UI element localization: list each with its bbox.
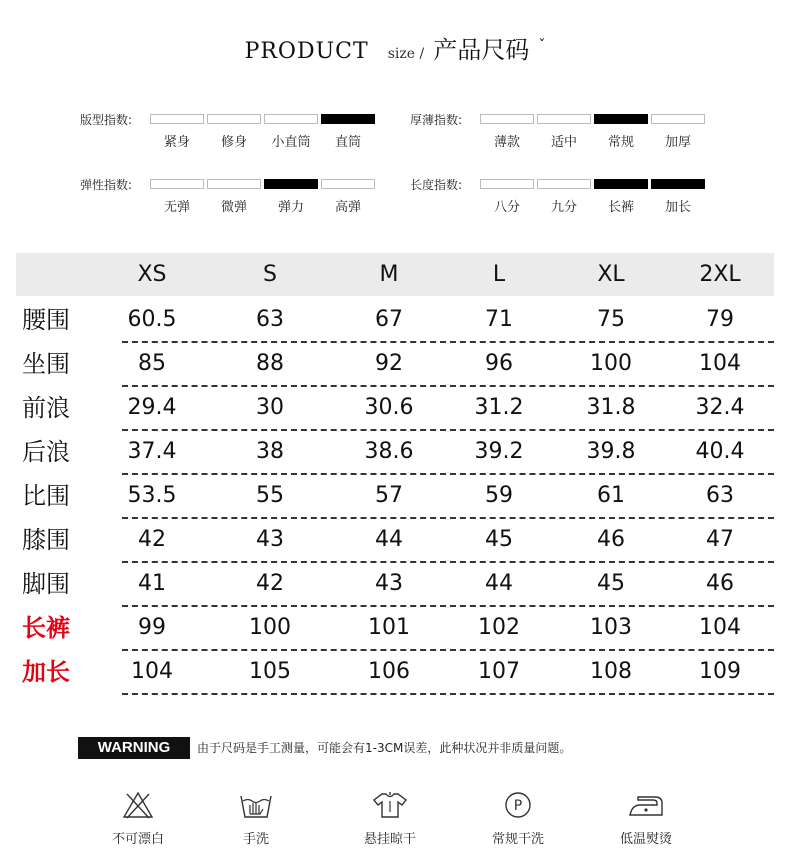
table-cell: 40.4 (695, 439, 745, 464)
header-size-label: size / (387, 46, 425, 62)
table-cell: 43 (375, 571, 403, 596)
index-segment (321, 179, 375, 189)
care-hang-dry (340, 790, 440, 847)
care-hand-wash (206, 790, 306, 847)
table-cell: 102 (478, 615, 520, 640)
table-cell: 71 (485, 307, 513, 332)
table-row (0, 650, 790, 694)
size-table-header (16, 253, 774, 296)
index-option: 微弹 (220, 200, 247, 215)
table-cell: 29.4 (127, 395, 177, 420)
product-size-header (0, 30, 790, 65)
table-cell: 39.8 (586, 439, 636, 464)
index-segment (150, 179, 204, 189)
no-bleach-icon (121, 790, 155, 820)
index-option: 加厚 (664, 135, 691, 150)
row-label: 腰围 (22, 306, 70, 334)
table-cell: 59 (485, 483, 513, 508)
index-label: 弹性指数: (80, 178, 133, 192)
care-label: 低温熨烫 (619, 832, 672, 847)
index-segment (651, 114, 705, 124)
index-option: 八分 (493, 200, 520, 215)
svg-text:P: P (513, 798, 523, 814)
table-cell: 55 (256, 483, 284, 508)
index-option: 弹力 (277, 200, 304, 215)
size-column-header: XS (137, 262, 167, 287)
table-cell: 85 (138, 351, 166, 376)
table-cell: 100 (249, 615, 291, 640)
header-chinese-title: 产品尺码 (433, 36, 530, 64)
warning-text: 由于尺码是手工测量，可能会有1-3CM误差，此种状况并非质量问题。 (197, 741, 572, 755)
index-label: 厚薄指数: (410, 113, 463, 127)
care-dry-clean (468, 790, 568, 847)
index-option: 小直筒 (271, 135, 311, 150)
table-cell: 31.8 (586, 395, 636, 420)
index-segment (651, 179, 705, 189)
index-option: 薄款 (493, 135, 520, 150)
size-column-header: L (492, 262, 506, 287)
size-column-header: M (379, 262, 399, 287)
index-segment (480, 114, 534, 124)
table-cell: 57 (375, 483, 403, 508)
index-segment (264, 179, 318, 189)
table-cell: 108 (590, 659, 632, 684)
table-cell: 104 (699, 615, 741, 640)
table-row (0, 430, 790, 474)
table-row (0, 298, 790, 342)
table-cell: 106 (368, 659, 410, 684)
table-cell: 38.6 (364, 439, 414, 464)
table-cell: 30.6 (364, 395, 414, 420)
table-row (0, 606, 790, 650)
table-cell: 109 (699, 659, 741, 684)
fit-index (80, 111, 380, 151)
row-label: 脚围 (22, 570, 70, 598)
table-cell: 42 (138, 527, 166, 552)
row-label: 坐围 (22, 350, 70, 378)
table-cell: 104 (699, 351, 741, 376)
index-option: 常规 (607, 135, 634, 150)
index-segment (594, 114, 648, 124)
table-row (0, 342, 790, 386)
hang-dry-icon (372, 790, 408, 820)
care-label: 悬挂晾干 (363, 832, 416, 847)
index-option: 加长 (664, 200, 691, 215)
length-index (410, 176, 710, 216)
index-option: 紧身 (163, 135, 190, 150)
table-cell: 31.2 (474, 395, 524, 420)
table-cell: 39.2 (474, 439, 524, 464)
care-low-iron (596, 790, 696, 847)
index-option: 九分 (550, 200, 577, 215)
index-segment (537, 114, 591, 124)
table-cell: 107 (478, 659, 520, 684)
index-segment (537, 179, 591, 189)
index-option: 直筒 (334, 135, 361, 150)
row-label: 前浪 (22, 394, 70, 422)
table-cell: 32.4 (695, 395, 745, 420)
table-row (0, 562, 790, 606)
table-cell: 75 (597, 307, 625, 332)
table-cell: 37.4 (127, 439, 177, 464)
table-cell: 44 (375, 527, 403, 552)
index-segment (264, 114, 318, 124)
size-column-header: 2XL (699, 262, 741, 287)
dry-clean-icon (503, 790, 533, 820)
index-segment (594, 179, 648, 189)
row-divider (122, 693, 774, 695)
table-cell: 47 (706, 527, 734, 552)
warning-badge: WARNING (78, 737, 190, 759)
table-row (0, 386, 790, 430)
low-iron-icon (626, 790, 666, 820)
table-cell: 63 (706, 483, 734, 508)
table-cell: 100 (590, 351, 632, 376)
size-column-header: XL (597, 262, 625, 287)
table-cell: 101 (368, 615, 410, 640)
table-row (0, 474, 790, 518)
table-cell: 44 (485, 571, 513, 596)
row-label: 后浪 (22, 438, 70, 466)
table-cell: 45 (597, 571, 625, 596)
row-label: 比围 (22, 482, 70, 510)
table-cell: 105 (249, 659, 291, 684)
row-label: 膝围 (22, 526, 70, 554)
table-cell: 79 (706, 307, 734, 332)
table-cell: 67 (375, 307, 403, 332)
header-english-title: PRODUCT (244, 39, 369, 64)
table-cell: 42 (256, 571, 284, 596)
care-no-bleach (88, 790, 188, 847)
row-label: 加长 (22, 658, 70, 686)
size-column-header: S (263, 262, 277, 287)
index-segment (480, 179, 534, 189)
index-label: 长度指数: (410, 178, 463, 192)
row-label: 长裤 (22, 614, 70, 642)
index-label: 版型指数: (80, 113, 133, 127)
table-cell: 43 (256, 527, 284, 552)
table-cell: 99 (138, 615, 166, 640)
header-mark: ˇ (538, 38, 546, 54)
table-row (0, 518, 790, 562)
table-cell: 96 (485, 351, 513, 376)
table-cell: 104 (131, 659, 173, 684)
index-option: 高弹 (334, 200, 361, 215)
index-segment (150, 114, 204, 124)
care-label: 手洗 (242, 832, 269, 847)
thickness-index (410, 111, 710, 151)
table-cell: 103 (590, 615, 632, 640)
table-cell: 61 (597, 483, 625, 508)
table-cell: 60.5 (127, 307, 177, 332)
index-segment (321, 114, 375, 124)
index-option: 长裤 (607, 200, 634, 215)
table-cell: 41 (138, 571, 166, 596)
table-cell: 53.5 (127, 483, 177, 508)
table-cell: 38 (256, 439, 284, 464)
index-option: 适中 (550, 135, 577, 150)
table-cell: 45 (485, 527, 513, 552)
table-cell: 63 (256, 307, 284, 332)
index-option: 修身 (220, 135, 247, 150)
table-cell: 88 (256, 351, 284, 376)
table-cell: 46 (706, 571, 734, 596)
index-segment (207, 114, 261, 124)
table-cell: 46 (597, 527, 625, 552)
index-option: 无弹 (163, 200, 190, 215)
care-label: 常规干洗 (491, 832, 544, 847)
elasticity-index (80, 176, 380, 216)
care-label: 不可漂白 (111, 832, 164, 847)
table-cell: 30 (256, 395, 284, 420)
index-segment (207, 179, 261, 189)
table-cell: 92 (375, 351, 403, 376)
hand-wash-icon (238, 790, 274, 820)
